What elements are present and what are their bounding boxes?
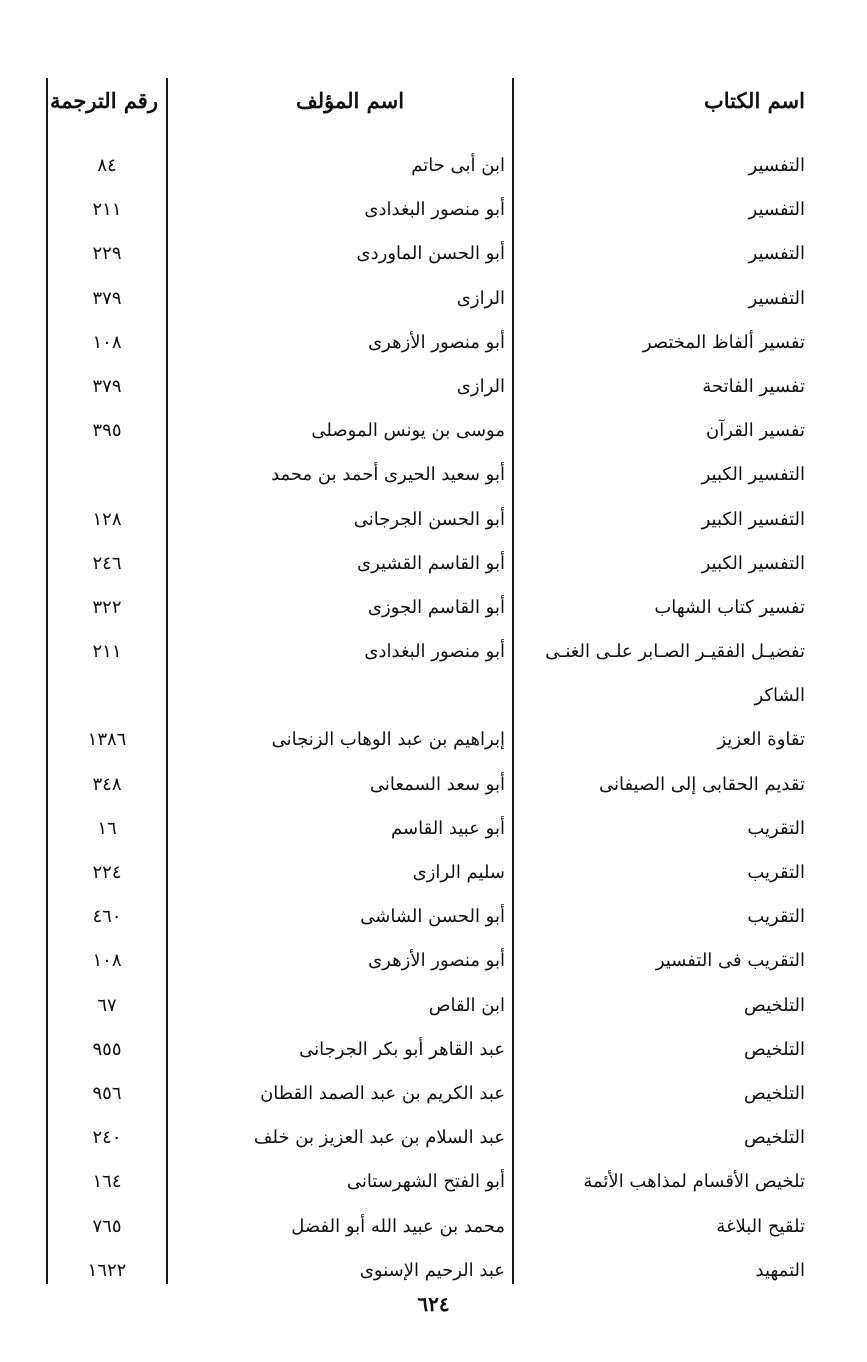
author-name-cell: أبو منصور البغدادى xyxy=(364,641,505,663)
entry-number-cell: ٤٦٠ xyxy=(92,906,122,928)
table-row xyxy=(0,148,867,192)
table-row xyxy=(0,1164,867,1208)
header-author-name: اسم المؤلف xyxy=(295,88,405,113)
author-name-cell: أبو القاسم القشيرى xyxy=(357,552,505,574)
table-row xyxy=(0,634,867,678)
author-name-cell: أبو منصور البغدادى xyxy=(364,199,505,221)
table-row xyxy=(0,1209,867,1253)
book-title-cell: التلخيص xyxy=(744,1038,805,1060)
book-title-cell: تفضيـل الفقيـر الصـابر علـى الغنـى xyxy=(545,641,805,663)
author-name-cell: أبو الحسن الماوردى xyxy=(356,243,505,265)
book-title-cell: تلقيح البلاغة xyxy=(716,1215,805,1237)
table-row xyxy=(0,1076,867,1120)
book-title-cell: تقاوة العزيز xyxy=(717,729,805,751)
entry-number-cell: ٢٢٤ xyxy=(92,862,122,883)
author-name-cell: سليم الرازى xyxy=(412,862,505,883)
author-name-cell: محمد بن عبيد الله أبو الفضل xyxy=(291,1215,505,1237)
header-entry-number: رقم الترجمة xyxy=(49,88,158,113)
author-name-cell: أبو سعد السمعانى xyxy=(369,773,505,795)
book-title-cell: التقريب xyxy=(747,862,805,883)
table-row xyxy=(0,855,867,899)
entry-number-cell xyxy=(55,678,159,722)
entry-number-cell: ٣٤٨ xyxy=(92,773,122,795)
entry-number-cell: ١٢٨ xyxy=(92,508,122,530)
book-title-cell: تفسير كتاب الشهاب xyxy=(654,596,805,618)
entry-number-cell: ٢١١ xyxy=(92,641,122,663)
author-name-cell: موسى بن يونس الموصلى xyxy=(311,420,505,442)
book-title-cell: تقديم الحقابى إلى الصيفانى xyxy=(598,773,805,795)
author-name-cell: أبو سعيد الحيرى أحمد بن محمد xyxy=(271,464,505,486)
table-row xyxy=(0,943,867,987)
book-title-cell: تفسير القرآن xyxy=(706,420,805,442)
index-table xyxy=(0,148,867,1297)
author-name-cell: أبو منصور الأزهرى xyxy=(368,950,505,972)
table-row xyxy=(0,1120,867,1164)
author-name-cell: ابن القاص xyxy=(428,994,505,1016)
author-name-cell: أبو عبيد القاسم xyxy=(391,817,505,839)
author-name-cell: عبد الرحيم الإسنوى xyxy=(359,1259,505,1281)
table-row xyxy=(0,678,867,722)
table-row xyxy=(0,811,867,855)
table-row xyxy=(0,1032,867,1076)
book-title-cell: التمهيد xyxy=(755,1259,805,1281)
book-title-cell: التفسير xyxy=(748,155,805,176)
entry-number-cell: ١٦٤ xyxy=(92,1171,122,1193)
book-title-cell: التفسير xyxy=(748,243,805,265)
book-title-cell: التقريب xyxy=(747,906,805,928)
table-row xyxy=(0,1253,867,1297)
book-title-cell: تفسير الفاتحة xyxy=(702,375,805,397)
entry-number-cell: ٣٧٩ xyxy=(92,375,122,397)
entry-number-cell: ٩٥٥ xyxy=(92,1038,122,1060)
book-title-cell: التفسير الكبير xyxy=(701,464,805,486)
book-title-cell: التفسير xyxy=(748,199,805,221)
table-row xyxy=(0,325,867,369)
entry-number-cell: ٦٧ xyxy=(97,994,117,1016)
entry-number-cell: ٨٤ xyxy=(97,155,117,176)
table-row xyxy=(0,988,867,1032)
entry-number-cell: ٣٢٢ xyxy=(92,596,122,618)
table-row xyxy=(0,767,867,811)
author-name-cell: عبد القاهر أبو بكر الجرجانى xyxy=(299,1038,505,1060)
table-row xyxy=(0,369,867,413)
entry-number-cell xyxy=(55,457,159,501)
author-name-cell: إبراهيم بن عبد الوهاب الزنجانى xyxy=(271,729,505,751)
page-number: ٦٢٤ xyxy=(417,1292,450,1316)
table-row xyxy=(0,281,867,325)
entry-number-cell: ١٦ xyxy=(97,817,117,839)
author-name-cell: ابن أبى حاتم xyxy=(411,155,505,176)
table-row xyxy=(0,502,867,546)
book-title-cell: التفسير الكبير xyxy=(701,552,805,574)
table-row xyxy=(0,413,867,457)
entry-number-cell: ٧٦٥ xyxy=(92,1215,122,1237)
author-name-cell: الرازى xyxy=(456,287,505,309)
table-row xyxy=(0,236,867,280)
author-name-cell xyxy=(195,678,505,722)
table-row xyxy=(0,546,867,590)
author-name-cell: أبو القاسم الجوزى xyxy=(367,596,505,618)
table-row xyxy=(0,722,867,766)
author-name-cell: أبو الحسن الشاشى xyxy=(360,906,505,928)
book-title-cell: التلخيص xyxy=(744,994,805,1016)
author-name-cell: عبد السلام بن عبد العزيز بن خلف xyxy=(253,1127,505,1149)
book-title-cell: التقريب فى التفسير xyxy=(655,950,805,972)
book-title-cell: تفسير ألفاظ المختصر xyxy=(642,331,805,353)
entry-number-cell: ٢١١ xyxy=(92,199,122,221)
entry-number-cell: ١٣٨٦ xyxy=(87,729,127,751)
table-row xyxy=(0,899,867,943)
author-name-cell: أبو الحسن الجرجانى xyxy=(353,508,505,530)
table-row xyxy=(0,192,867,236)
entry-number-cell: ٣٧٩ xyxy=(92,287,122,309)
entry-number-cell: ٢٢٩ xyxy=(92,243,122,265)
entry-number-cell: ٢٤٦ xyxy=(92,552,122,574)
entry-number-cell: ٢٤٠ xyxy=(92,1127,122,1149)
book-title-cell: التفسير الكبير xyxy=(701,508,805,530)
header-book-title: اسم الكتاب xyxy=(703,88,805,113)
author-name-cell: الرازى xyxy=(456,375,505,397)
entry-number-cell: ١٦٢٢ xyxy=(87,1259,127,1281)
book-title-cell: التلخيص xyxy=(744,1127,805,1149)
table-row xyxy=(0,457,867,501)
author-name-cell: أبو الفتح الشهرستانى xyxy=(346,1171,505,1193)
entry-number-cell: ٩٥٦ xyxy=(92,1082,122,1104)
table-row xyxy=(0,590,867,634)
book-title-cell: الشاكر xyxy=(754,685,805,707)
author-name-cell: أبو منصور الأزهرى xyxy=(368,331,505,353)
book-title-cell: تلخيص الأقسام لمذاهب الأئمة xyxy=(583,1171,805,1193)
entry-number-cell: ١٠٨ xyxy=(92,950,122,972)
entry-number-cell: ٣٩٥ xyxy=(92,420,122,442)
book-title-cell: التلخيص xyxy=(744,1082,805,1104)
book-title-cell: التقريب xyxy=(747,817,805,839)
author-name-cell: عبد الكريم بن عبد الصمد القطان xyxy=(260,1082,505,1104)
book-title-cell: التفسير xyxy=(748,287,805,309)
entry-number-cell: ١٠٨ xyxy=(92,331,122,353)
